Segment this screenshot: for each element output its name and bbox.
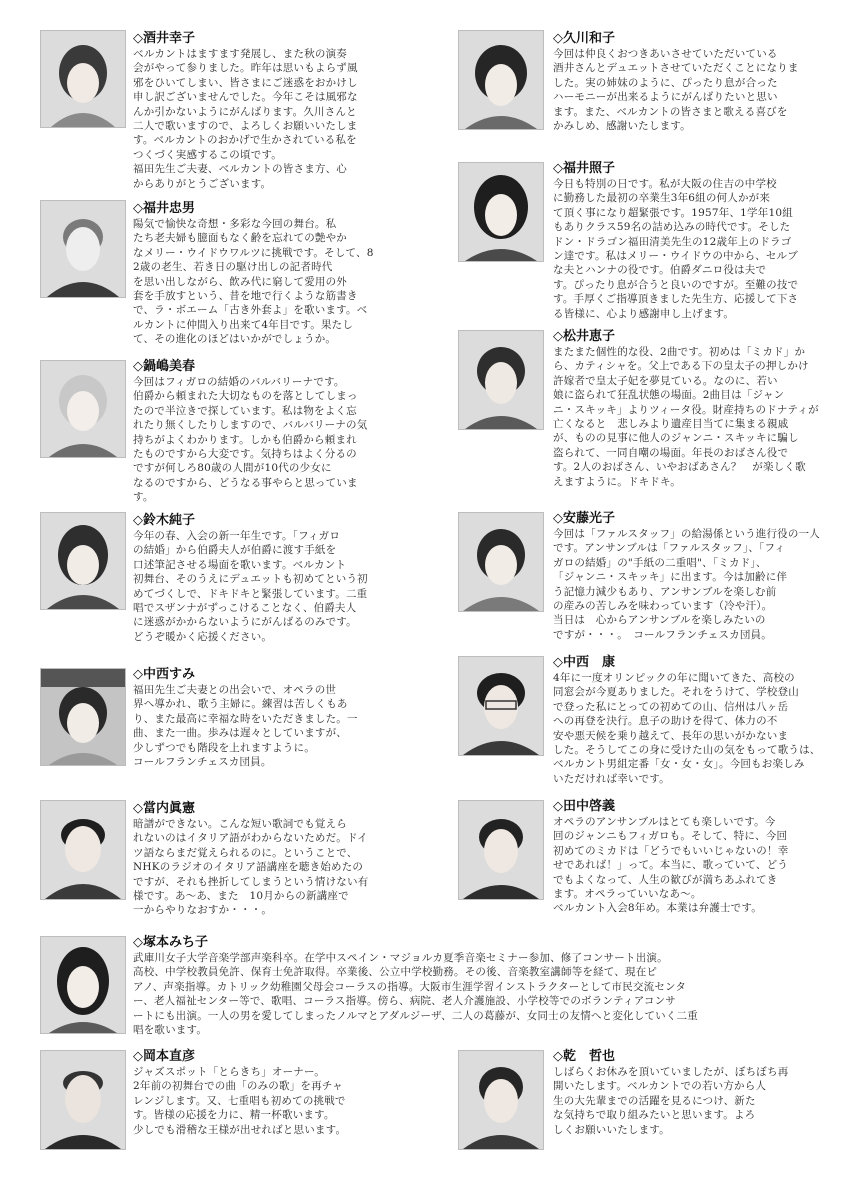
member-comment: 今年の春、入会の新一年生です。「フィガロ の結婚」から伯爵夫人が伯爵に渡す手紙を 口述筆記させる場面を歌います。ベルカント 初舞台、そのうえにデュエットも初めてという初 めてづくしで、ドキドキと緊張しています。二重 唱でスザンナがずっこけることなく、伯爵夫人 に迷惑がかからないようにがんばるのみです。 どうぞ暖かく応援ください。 bbox=[133, 530, 368, 643]
member-comment: 陽気で愉快な奇想・多彩な今回の舞台。私 たち老夫婦も臆面もなく齢を忘れての艶やか なメリー・ウイドウワルツに挑戦です。そして、8 2歳の老生、若き日の駆け出しの記者時代 を思い出しながら、飲み代に窮して愛用の外 套を手放すという、昔を地で行くような筋書き で、ラ・ボエーム「古き外套よ」を歌います。ベ ルカントに仲間入り出来て4年目です。果たし て、その進化のほどはいかがでしょうか。 bbox=[133, 218, 374, 346]
member-name: ◇中西すみ bbox=[133, 667, 195, 682]
member-comment: 今回は仲良くおつきあいさせていただいている 酒井さんとデュエットさせていただくことになりま した。実の姉妹のように、ぴったり息が合った ハーモニーが出来るようにがんばりたいと思い ます。また、ベルカントの皆さまと歌える喜びを かみしめ、感謝いたします。 bbox=[553, 48, 799, 133]
member-name: ◇中西 康 bbox=[553, 655, 615, 670]
member-comment: ベルカントはますます発展し、また秋の演奏 会がやって参りました。昨年は思いもよらず風 邪をひいてしまい、皆さまにご迷惑をおかけし 申し訳ございませんでした。今年こそは風邪な んか引かないようにがんばります。久川さんと 二人で歌いますので、よろしくお願いいたしま す。ベルカントのおかげで生かされている私を つくづく実感するこの頃です。 福田先生ご夫妻、ベルカントの皆さま方、心 からありがとうございます。 bbox=[133, 48, 358, 190]
portrait-photo bbox=[458, 162, 544, 262]
portrait-photo bbox=[40, 1050, 126, 1150]
portrait-photo bbox=[40, 668, 126, 766]
member-name: ◇鍋嶋美春 bbox=[133, 359, 195, 374]
member-comment: しばらくお休みを頂いていましたが、ぼちぼち再 開いたします。ベルカントでの若い方から人 生の大先輩までの活躍を見るにつけ、新た な気持ちで取り組みたいと思います。よろ しくお願いいたします。 bbox=[553, 1066, 789, 1136]
portrait-photo bbox=[40, 800, 126, 900]
member-comment: 武庫川女子大学音楽学部声楽科卒。在学中スペイン・マジョルカ夏季音楽セミナー参加、修了コンサート出演。 高校、中学校教員免許、保育士免許取得。卒業後、公立中学校勤務。その後、音楽教室講師等を経て、現在ピ アノ、声楽指導。カトリック幼稚園父母会コーラスの指導。大阪市生涯学習インストラクターとして市民交流センタ ー、老人福祉センター等で、歌唱、コーラス指導。傍ら、病院、老人介護施設、小学校等でのボランティアコンサ ートにも出演。一人の男を愛してしまったノルマとアダルジーザ、二人の葛藤が、女同士の友情へと変化していく二重 唱を歌います。 bbox=[133, 952, 698, 1037]
member-name: ◇酒井幸子 bbox=[133, 31, 195, 46]
portrait-photo bbox=[458, 30, 544, 130]
member-name: ◇當内眞憲 bbox=[133, 801, 195, 816]
member-name: ◇福井照子 bbox=[553, 161, 615, 176]
member-name: ◇福井忠男 bbox=[133, 201, 195, 216]
portrait-photo bbox=[40, 200, 126, 298]
portrait-photo bbox=[458, 330, 544, 430]
member-comment: 4年に一度オリンピックの年に聞いてきた、高校の 同窓会が今夏ありました。それをうけて、学校登山 で登った私にとっての初めての山、信州は八ヶ岳 への再登を決行。息子の助けを得て、体力の不 安や悪天候を乗り越えて、長年の思いがかないま した。そうしてこの身に受けた山の気をもって歌うは、 ベルカント男組定番「女・女・女」。今回もお楽しみ いただければ幸いです。 bbox=[553, 672, 821, 785]
portrait-photo bbox=[40, 30, 126, 128]
member-comment: 今日も特別の日です。私が大阪の住吉の中学校 に勤務した最初の卒業生3年6組の何人かが来 て頂く事になり超緊張です。1957年、1学年10組 もありクラス59名の詰め込みの時代です。そした ドン・ドラゴン福田清美先生の12歳年上のドラゴ ン達です。私はメリー・ウイドウの中から、セルブ な夫とハンナの役です。伯爵ダニロ役は夫で す。ぴったり息が合うと良いのですが。至難の技で す。手厚くご指導頂きました先生方、応援して下さ る皆様に、心より感謝申し上げます。 bbox=[553, 178, 799, 320]
member-comment: 今回は「ファルスタッフ」の給湯係という進行役の一人 です。アンサンブルは「ファルスタッフ」、「フィ ガロの結婚」の"手紙の二重唱"、「ミカド」、 「ジャンニ・スキッキ」に出ます。今は加齢に伴 う記憶力減少もあり、アンサンブルを楽しむ前 の産みの苦しみを味わっています（冷や汗）。 当日は 心からアンサンブルを楽しみたいの ですが・・・。 コールフランチェスカ団員。 bbox=[553, 528, 820, 641]
portrait-photo bbox=[458, 1050, 544, 1150]
member-name: ◇乾 哲也 bbox=[553, 1049, 615, 1064]
portrait-photo bbox=[40, 360, 126, 458]
member-comment: オペラのアンサンブルはとても楽しいです。今 回のジャンニもフィガロも。そして、特に、今回 初めてのミカドは「どうでもいいじゃないの！幸 せであれば！」って。本当に、歌っていて、どう でもよくなって、人生の歓びが満ちあふれてき ます。オペラっていいなあ～。 ベルカント入会8年め。本業は弁護士です。 bbox=[553, 816, 789, 915]
member-comment: またまた個性的な役、2曲です。初めは「ミカド」か ら、カティシャを。父上である下の皇太子の押しかけ 許嫁者で皇太子妃を夢見ている。なのに、若い 娘に盗られて狂乱状態の場面。2曲目は「ジャン ニ・スキッキ」よりツィータ役。財産持ちのドナティが 亡くなると 悲しみより遺産目当てに集まる親戚 が、ものの見事に他人のジャンニ・スキッキに騙し 盗られて、一同自嘲の場面。年長のおばさん役で す。2人のおばさん、いやおばあさん？ が楽しく歌 えますように。ドキドキ。 bbox=[553, 346, 819, 488]
portrait-photo bbox=[40, 936, 126, 1034]
member-name: ◇塚本みち子 bbox=[133, 935, 208, 950]
portrait-photo bbox=[458, 800, 544, 900]
member-name: ◇安藤光子 bbox=[553, 511, 615, 526]
member-name: ◇鈴木純子 bbox=[133, 513, 195, 528]
member-name: ◇田中啓義 bbox=[553, 799, 615, 814]
portrait-photo bbox=[458, 512, 544, 612]
member-name: ◇岡本直彦 bbox=[133, 1049, 195, 1064]
member-name: ◇久川和子 bbox=[553, 31, 615, 46]
member-comment: 暗譜ができない。こんな短い歌詞でも覚えら れないのはイタリア語がわからないためだ。ドイ ツ語ならまだ覚えられるのに。ということで、 NHKのラジオのイタリア語講座を聴き始めたの ですが、それも挫折してしまうという情けない有 様です。あ～あ、また 10月からの新講座で 一からやりなおすか・・・。 bbox=[133, 818, 369, 917]
member-comment: 福田先生ご夫妻との出会いで、オペラの世 界へ導かれ、歌う主婦に。練習は苦しくもあ り、また最高に幸福な時をいただきました。一 曲、また一曲。歩みは遅々としていますが、 少しずつでも階段を上れますように。 コールフランチェスカ団員。 bbox=[133, 684, 358, 769]
portrait-photo bbox=[458, 656, 544, 756]
member-comment: 今回はフィガロの結婚のバルバリーナです。 伯爵から頼まれた大切なものを落としてしまっ たので半泣きで探しています。私は物をよく忘 れたり無くしたりしますので、バルバリーナの気 持ちがよくわかります。しかも伯爵から頼まれ たものですから大変です。気持ちはよく分るの ですが何しろ80歳の人間が10代の少女に なるのですから、どうなる事やらと思っていま す。 bbox=[133, 376, 368, 504]
member-name: ◇松井恵子 bbox=[553, 329, 615, 344]
portrait-photo bbox=[40, 512, 126, 610]
member-comment: ジャズスポット「とらきち」オーナー。 2年前の初舞台での曲「のみの歌」を再チャ レンジします。又、七重唱も初めての挑戦で す。皆様の応援を力に、精一杯歌います。 少しでも滑稽な王様が出せればと思います。 bbox=[133, 1066, 347, 1136]
